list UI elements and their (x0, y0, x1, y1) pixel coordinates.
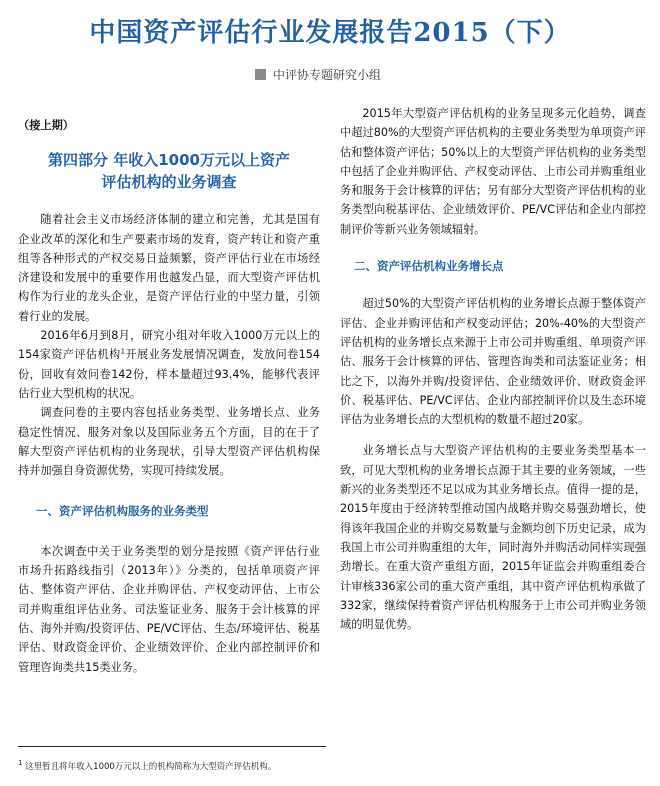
paragraph: 本次调查中关于业务类型的划分是按照《资产评估行业市场升拓路线指引（2013年）》分类的，包括单项资产评估、整体资产评估、企业并购评估、产权变动评估、上市公司并购重组评估业务、司法鉴证业务、服务于会计核算的评估、海外并购/投资评估、PE/VC评估、生态/环境评估、税基评估、财政资金评价、企业绩效评价、企业内部控制评价和管理咨询类共15类业务。 (18, 544, 320, 674)
part-heading (18, 149, 320, 193)
part-heading-line1: 第四部分 年收入1000万元以上资产 (48, 151, 290, 170)
paragraph (18, 326, 320, 403)
right-column (340, 104, 646, 634)
page-title: 中国资产评估行业发展报告2015（下） (89, 18, 571, 48)
paragraph-text: 开展业务发展情况调查，发放问卷154份，回收有效问卷142份，样本量超过93.4%，能够代表评估行业大型机构的状况。 (18, 348, 320, 400)
footnote-text: 这里暂且将年收入1000万元以上的机构简称为大型资产评估机构。 (25, 762, 277, 772)
section-heading: 二、资产评估机构业务增长点 (354, 259, 504, 274)
left-column (18, 116, 320, 677)
section-heading: 一、资产评估机构服务的业务类型 (36, 504, 209, 519)
square-bullet-icon (255, 69, 266, 80)
footnote-marker: 1 (120, 347, 126, 356)
continued-label: （接上期） (18, 119, 74, 132)
paragraph: 2015年大型资产评估机构的业务呈现多元化趋势，调查中超过80%的大型资产评估机构的主要业务类型为单项资产评估和整体资产评估；50%以上的大型资产评估机构的业务类型中包括了企业并购评估、产权变动评估、上市公司并购重组业务和服务于会计核算的评估；另有部分大型资产评估机构的业务类型向税基评估、企业绩效评价、PE/VC评估和企业内部控制评价等新兴业务领域辐射。 (340, 107, 646, 236)
footnote-divider (18, 746, 326, 747)
paragraph: 调查问卷的主要内容包括业务类型、业务增长点、业务稳定性情况、服务对象以及国际业务五个方面，目的在于了解大型资产评估机构的业务现状，引导大型资产评估机构保持并加强自身资源优势，实现可持续发展。 (18, 406, 320, 478)
paragraph: 超过50%的大型资产评估机构的业务增长点源于整体资产评估、企业并购评估和产权变动评估；20%-40%的大型资产评估机构的业务增长点来源于上市公司并购重组、单项资产评估、服务于会计核算的评估、管理咨询类和司法鉴证业务；相比之下，以海外并购/投资评估、企业绩效评价、财政资金评价、税基评估、PE/VC评估、企业内部控制评价以及生态环境评估为业务增长点的大型机构的数量不超过20家。 (340, 297, 646, 427)
paragraph: 业务增长点与大型资产评估机构的主要业务类型基本一致，可见大型机构的业务增长点源于其主要的业务领域，一些新兴的业务类型还不足以成为其业务增长点。值得一提的是，2015年度由于经济转型推动国内战略并购交易强劲增长，使得该年我国企业的并购交易数量与金额均创下历史记录，成为我国上市公司并购重组的大年，同时海外并购活动同样实现强劲增长。在重大资产重组方面，2015年证监会并购重组委合计审核336家公司的重大资产重组，其中资产评估机构承做了332家，继续保持着资产评估机构服务于上市公司并购业务领域的明显优势。 (340, 444, 646, 632)
part-heading-line2: 评估机构的业务调查 (101, 173, 237, 192)
footnote (18, 760, 638, 772)
byline (255, 66, 381, 83)
paragraph: 随着社会主义市场经济体制的建立和完善，尤其是国有企业改革的深化和生产要素市场的发育，资产转让和资产重组等各种形式的产权交易日益频繁，资产评估行业在市场经济建设和发展中的重要作用也越发凸显，而大型资产评估机构作为行业的龙头企业，是资产评估行业的中坚力量，引领着行业的发展。 (18, 213, 320, 323)
paragraph-text: 2016年6月到8月，研究小组对年收入1000万元以上的154家资产评估机构 (18, 329, 320, 362)
byline-text: 中评协专题研究小组 (273, 68, 382, 82)
footnote-number: 1 (18, 759, 23, 768)
